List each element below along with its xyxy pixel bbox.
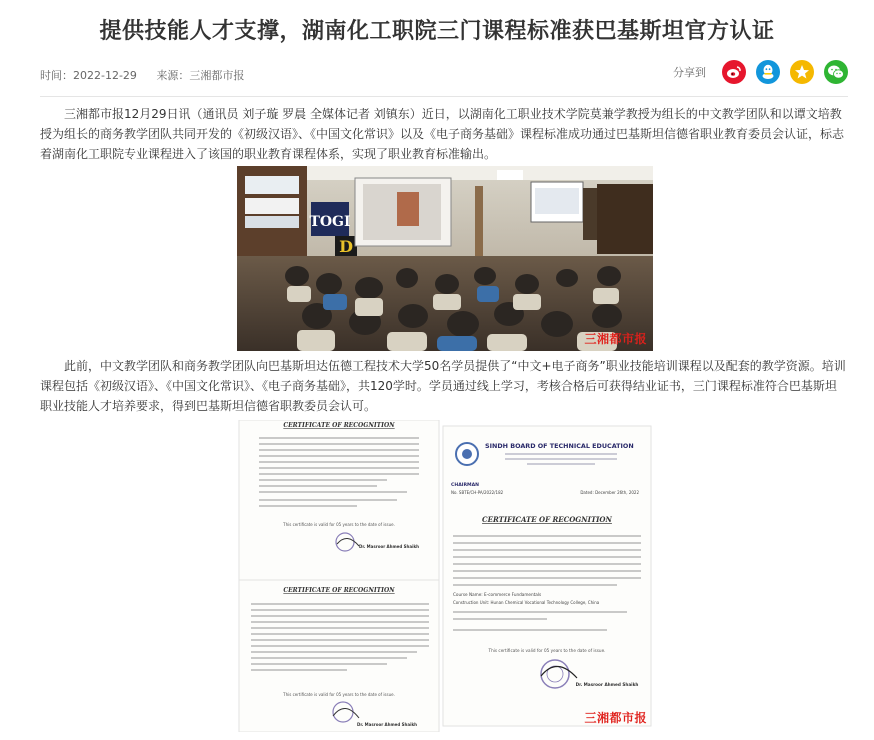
certificates-image xyxy=(237,420,653,732)
certificate-left-top xyxy=(239,420,439,580)
cert-signatory-2: Dr. Masroor Ahmed Shaikh xyxy=(357,722,417,727)
article-source: 来源：三湘都市报 xyxy=(156,69,245,82)
photo-letter: D xyxy=(339,237,353,256)
certificate-right xyxy=(443,426,651,726)
cert-institution: Construction Unit: Hunan Chemical Vocational Technology College, China xyxy=(453,600,600,605)
qzone-icon[interactable] xyxy=(790,60,814,84)
cert-watermark: 三湘都市报 xyxy=(584,711,647,725)
board-name: SINDH BOARD OF TECHNICAL EDUCATION xyxy=(485,442,634,450)
article-title: 提供技能人才支撑，湖南化工职院三门课程标准获巴基斯坦官方认证 xyxy=(99,19,775,44)
cert-dated: Dated: December 26th, 2022 xyxy=(580,490,639,495)
cert-heading-2: CERTIFICATE OF RECOGNITION xyxy=(283,587,395,594)
cert-heading-1: CERTIFICATE OF RECOGNITION xyxy=(283,422,395,429)
article-meta xyxy=(40,67,260,83)
qq-icon[interactable] xyxy=(756,60,780,84)
photo-watermark: 三湘都市报 xyxy=(584,332,647,346)
cert-ref-no: No. SBTE/CH-PA/2022/182 xyxy=(451,490,504,495)
classroom-photo xyxy=(237,166,653,351)
header-divider xyxy=(40,96,848,97)
article-paragraph-1: 三湘都市报12月29日讯（通讯员 刘子璇 罗晨 全媒体记者 刘镇东）近日，以湖南化工职业技术学院莫兼学教授为组长的中文教学团队和以谭文培教授为组长的商务教学团队共同开发的《初级汉语》、《中国文化常识》以及《电子商务基础》课程标准成功通过巴基斯坦信德省职业教育委员会认证，标志着湖南化工职院专业课程进入了该国的职业教育课程体系，实现了职业教育标准输出。 xyxy=(40,107,845,161)
article-paragraph-2: 此前，中文教学团队和商务教学团队向巴基斯坦达伍德工程技术大学50名学员提供了“中文+电子商务”职业技能培训课程以及配套的教学资源。培训课程包括《初级汉语》、《中国文化常识》、《电子商务基础》，共120学时。学员通过线上学习，考核合格后可获得结业证书，三门课程标准符合巴基斯坦职业技能人才培养要求，得到巴基斯坦信德省职教委员会认可。 xyxy=(40,359,846,413)
cert-signatory-1: Dr. Masroor Ahmed Shaikh xyxy=(359,544,419,549)
share-label: 分享到 xyxy=(673,66,706,79)
cert-chairman: CHAIRMAN xyxy=(451,483,479,488)
share-bar xyxy=(673,60,848,84)
cert-heading-3: CERTIFICATE OF RECOGNITION xyxy=(482,515,612,524)
cert-validity-3: This certificate is valid for 05 years to the date of issue. xyxy=(488,648,606,653)
wechat-icon[interactable] xyxy=(824,60,848,84)
publish-time: 时间：2022-12-29 xyxy=(40,69,137,82)
cert-validity-1: This certificate is valid for 05 years to the date of issue. xyxy=(283,522,395,527)
certificate-left-bottom xyxy=(239,580,439,732)
weibo-icon[interactable] xyxy=(722,60,746,84)
cert-course: Course Name: E-commerce Fundamentals xyxy=(453,592,542,597)
cert-signatory-3: Dr. Masroor Ahmed Shaikh xyxy=(575,682,639,687)
photo-sign-text: TOGI xyxy=(309,214,351,230)
cert-validity-2: This certificate is valid for 05 years to the date of issue. xyxy=(283,692,395,697)
